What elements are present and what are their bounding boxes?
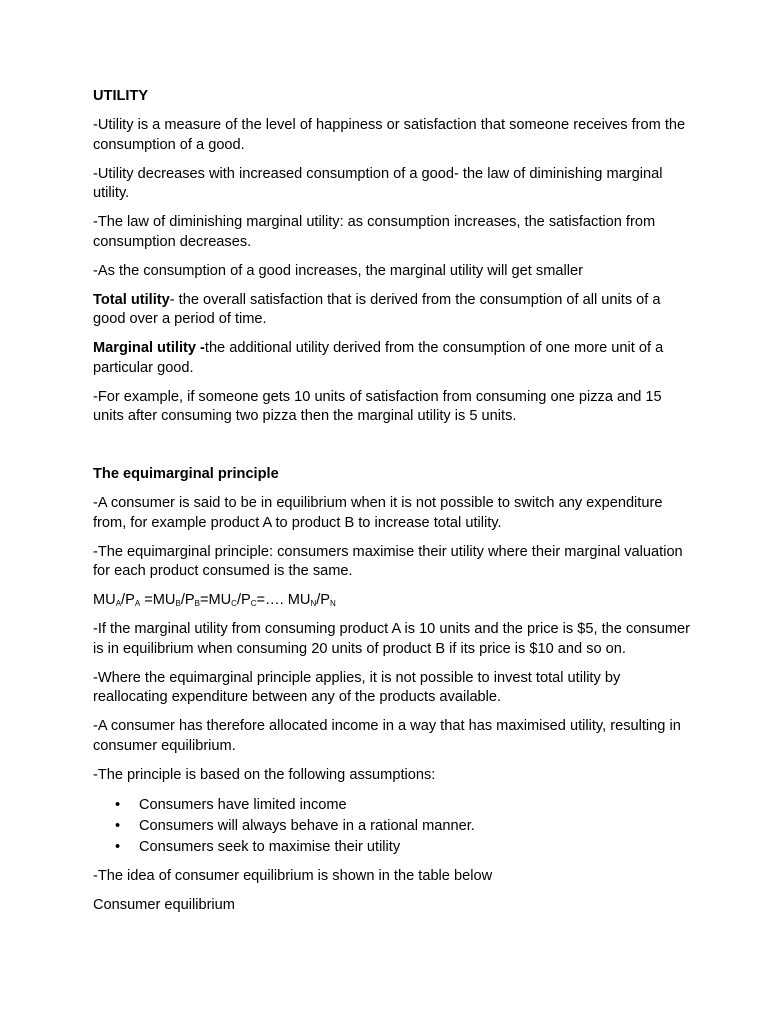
equimarginal-principle-paragraph: -The equimarginal principle: consumers maximise their utility where their marginal valuation for each product consumed is the same. xyxy=(93,543,683,579)
section-spacer xyxy=(93,436,693,456)
marginal-utility-term: Marginal utility - xyxy=(93,340,205,356)
list-item: • Consumers will always behave in a rational manner. xyxy=(139,816,693,837)
equilibrium-example-paragraph: -If the marginal utility from consuming product A is 10 units and the price is $5, the consumer is in equilibrium when consuming 20 units of product B if its price is $10 and so on. xyxy=(93,621,691,657)
bullet-icon: • xyxy=(115,838,121,855)
equimarginal-formula: $MU_A/P_A$ $=MU_B/P_B=MU_C/P_C=\dots$. $MU_N/P_N$ xyxy=(93,592,336,608)
table-intro-paragraph: -The idea of consumer equilibrium is shown in the table below xyxy=(93,867,493,884)
equimarginal-heading: The equimarginal principle xyxy=(93,466,279,482)
utility-definition-paragraph: -Utility is a measure of the level of happiness or satisfaction that someone receives from the consumption of a good. xyxy=(93,117,686,153)
table-caption: Consumer equilibrium xyxy=(93,896,235,913)
utility-decreases-paragraph: -Utility decreases with increased consumption of a good- the law of diminishing marginal utility. xyxy=(93,165,663,201)
total-utility-paragraph xyxy=(93,291,693,330)
assumptions-list xyxy=(93,795,693,858)
marginal-utility-definition: the additional utility derived from the consumption of one more unit of a particular good. xyxy=(93,340,664,376)
pizza-example-paragraph: -For example, if someone gets 10 units of satisfaction from consuming one pizza and 15 units after consuming two pizza then the marginal utility is 5 units. xyxy=(93,388,662,424)
bullet-icon: • xyxy=(115,796,121,813)
bullet-icon: • xyxy=(115,817,121,834)
assumptions-intro-paragraph: -The principle is based on the following assumptions: xyxy=(93,766,436,783)
allocated-income-paragraph: -A consumer has therefore allocated income in a way that has maximised utility, resulting in consumer equilibrium. xyxy=(93,718,681,754)
total-utility-definition: - the overall satisfaction that is derived from the consumption of all units of a good over a period of time. xyxy=(93,291,661,327)
utility-heading: UTILITY xyxy=(93,88,149,104)
list-item: • Consumers have limited income xyxy=(139,795,693,816)
total-utility-term: Total utility xyxy=(93,291,170,308)
reallocation-paragraph: -Where the equimarginal principle applies, it is not possible to invest total utility by reallocating expenditure between any of the products available. xyxy=(93,669,621,705)
diminishing-utility-paragraph: -The law of diminishing marginal utility: as consumption increases, the satisfaction from consumption decreases. xyxy=(93,214,656,250)
marginal-utility-smaller-paragraph: -As the consumption of a good increases, the marginal utility will get smaller xyxy=(93,262,583,279)
equilibrium-definition-paragraph: -A consumer is said to be in equilibrium when it is not possible to switch any expenditure from, for example product A to product B to increase total utility. xyxy=(93,495,663,531)
document-page xyxy=(93,87,693,925)
list-item: • Consumers seek to maximise their utility xyxy=(139,837,693,858)
marginal-utility-paragraph xyxy=(93,339,693,378)
